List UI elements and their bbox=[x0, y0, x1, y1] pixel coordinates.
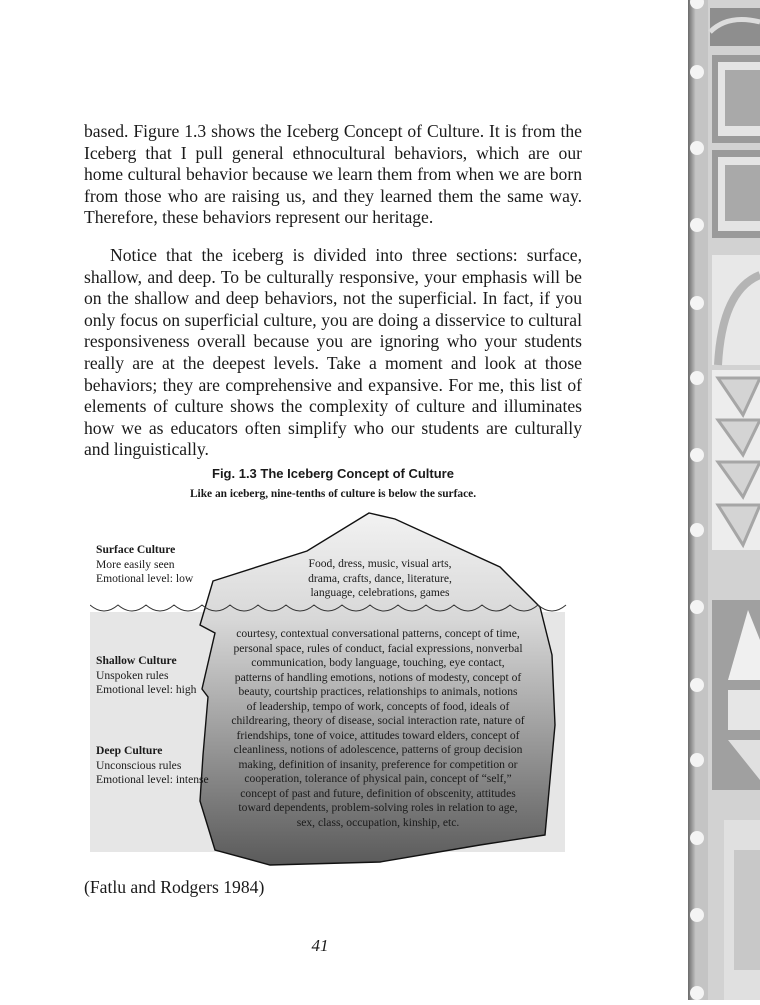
surface-culture-name: Surface Culture bbox=[96, 543, 176, 556]
below-item-line: cooperation, tolerance of physical pain, concept of “self,” bbox=[244, 772, 512, 785]
paragraph-2: Notice that the iceberg is divided into three sections: surface, shallow, and deep. To be culturally responsive, your emphasis will be on the shallow and deep behaviors, not the superficial. In fact, if you only focus on superficial culture, you are doing a disservice to cultural responsiveness overall because you are ignoring who your students really are at the deepest levels. Take a moment and look at those behaviors; they are comprehensive and expansive. For me, this list of elements of culture shows the complexity of culture and illuminates how we as educators often simplify who our students are culturally and linguistically. bbox=[84, 245, 582, 460]
surface-item-line: language, celebrations, games bbox=[310, 586, 450, 599]
iceberg-figure bbox=[90, 505, 570, 880]
citation: (Fatlu and Rodgers 1984) bbox=[84, 877, 265, 897]
below-item-line: of leadership, tempo of work, concepts of food, ideals of bbox=[246, 699, 510, 713]
below-item-line: friendships, tone of voice, attitudes toward elders, concept of bbox=[236, 728, 520, 742]
below-item-line: patterns of handling emotions, notions of modesty, concept of bbox=[234, 670, 522, 684]
shallow-culture-level: Emotional level: high bbox=[96, 683, 197, 696]
below-item-line: communication, body language, touching, eye contact, bbox=[251, 656, 505, 669]
surface-culture-level: Emotional level: low bbox=[96, 572, 194, 585]
below-item-line: concept of past and future, definition of obscenity, attitudes bbox=[240, 786, 516, 800]
below-item-line: toward dependents, problem-solving roles in relation to age, bbox=[238, 801, 518, 814]
surface-item-line: drama, crafts, dance, literature, bbox=[308, 571, 452, 585]
below-item-line: personal space, rules of conduct, facial expressions, nonverbal bbox=[233, 641, 523, 655]
surface-culture-label bbox=[96, 543, 193, 587]
shallow-culture-name: Shallow Culture bbox=[96, 654, 177, 667]
below-item-line: cleanliness, notions of adolescence, patterns of group decision bbox=[233, 743, 523, 756]
page-number: 41 bbox=[311, 936, 329, 955]
surface-item-line: Food, dress, music, visual arts, bbox=[308, 557, 452, 570]
figure-title: Fig. 1.3 The Iceberg Concept of Culture bbox=[212, 466, 454, 481]
shallow-culture-desc: Unspoken rules bbox=[96, 668, 169, 682]
below-item-line: childrearing, theory of disease, social interaction rate, nature of bbox=[231, 714, 525, 727]
below-item-line: sex, class, occupation, kinship, etc. bbox=[296, 815, 460, 829]
decorative-pattern bbox=[688, 0, 760, 1000]
below-item-line: beauty, courtship practices, relationships to animals, notions bbox=[238, 685, 518, 698]
surface-culture-items bbox=[275, 557, 485, 601]
decorative-border bbox=[688, 0, 760, 1000]
deep-culture-name: Deep Culture bbox=[96, 744, 163, 757]
shallow-culture-label bbox=[96, 654, 196, 698]
deep-culture-level: Emotional level: intense bbox=[96, 773, 209, 786]
deep-culture-desc: Unconscious rules bbox=[96, 758, 182, 772]
below-item-line: courtesy, contextual conversational patterns, concept of time, bbox=[236, 627, 520, 640]
deep-culture-label bbox=[96, 744, 209, 788]
paragraph-1: based. Figure 1.3 shows the Iceberg Concept of Culture. It is from the Iceberg that I pull general ethnocultural behaviors, which are our home cultural behavior because we learn them from when we are born from those who are raising us, and they learned them the same way. Therefore, these behaviors represent our heritage. bbox=[84, 121, 582, 228]
surface-culture-desc: More easily seen bbox=[96, 557, 175, 571]
figure-subtitle: Like an iceberg, nine-tenths of culture is below the surface. bbox=[189, 488, 477, 500]
below-surface-items bbox=[208, 627, 548, 830]
below-item-line: making, definition of insanity, preference for competition or bbox=[238, 757, 518, 771]
